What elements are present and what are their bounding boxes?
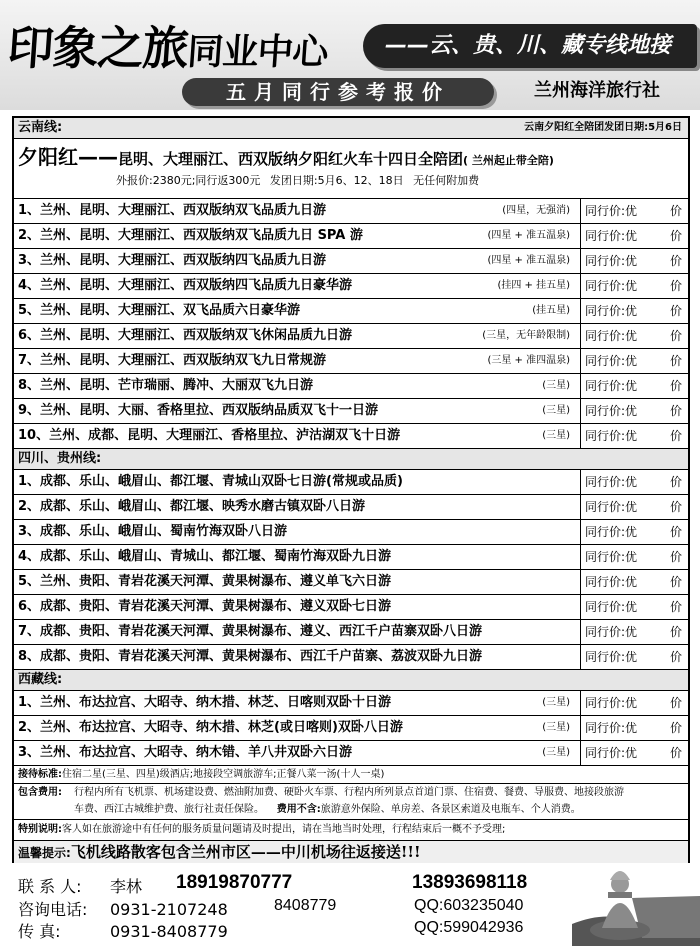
price-label: 同行价:优: [585, 429, 638, 443]
tour-name: 8、成都、贵阳、青岩花溪天河潭、黄果树瀑布、西江千户苗寨、荔波双卧九日游: [18, 649, 483, 664]
sichuan-tour-row: [14, 520, 688, 545]
price-suffix: 价: [669, 329, 682, 343]
specialty-banner: ——云、贵、川、藏专线地接: [363, 24, 697, 68]
exclude-label: 费用不含:: [276, 804, 321, 815]
price-suffix: 价: [669, 254, 682, 268]
exclude-text: 旅游意外保险、单房差、各景区索道及电瓶车、个人消费。: [320, 804, 581, 815]
price-suffix: 价: [669, 475, 682, 489]
hotel-grade: (三星 + 准四温泉): [487, 355, 570, 366]
feature-tour: [14, 139, 688, 199]
mobile-1: 18919870777: [176, 872, 293, 893]
yunnan-tour-row: [14, 224, 688, 249]
fax-label: 传 真:: [18, 922, 61, 941]
yunnan-tour-row: [14, 299, 688, 324]
price-label: 同行价:优: [585, 354, 638, 368]
yunnan-tour-row: [14, 399, 688, 424]
agency-name: 兰州海洋旅行社: [534, 80, 660, 101]
price-label: 同行价:优: [585, 204, 638, 218]
sichuan-tour-row: [14, 620, 688, 645]
yunnan-tour-row: [14, 349, 688, 374]
hotel-grade: (三星): [542, 697, 570, 708]
tibet-tour-row: [14, 741, 688, 766]
tour-name: 2、兰州、昆明、大理丽江、西双版纳双飞品质九日 SPA 游: [18, 228, 363, 243]
price-label: 同行价:优: [585, 404, 638, 418]
contact-person-line: [18, 874, 142, 897]
phone-label: 咨询电话:: [18, 900, 88, 919]
section-title: 云南线:: [18, 120, 63, 135]
tip-text: 飞机线路散客包含兰州市区——中川机场往返接送!!!: [70, 843, 421, 861]
person-label: 联 系 人:: [18, 877, 82, 896]
price-suffix: 价: [669, 650, 682, 664]
price-cell: [580, 299, 688, 323]
feature-extra: 无任何附加费: [413, 174, 480, 187]
hotel-grade: (四星 + 准五温泉): [487, 230, 570, 241]
tour-name: 10、兰州、成都、昆明、大理丽江、香格里拉、泸沽湖双飞十日游: [18, 428, 401, 443]
include-text-2: 车费、西江古城维护费、旅行社责任保险。: [74, 804, 264, 815]
feature-dates: 发团日期:5月6、12、18日: [269, 174, 404, 187]
tour-name: 6、兰州、昆明、大理丽江、西双版纳双飞休闲品质九日游: [18, 328, 353, 343]
section-yunnan: [14, 118, 688, 139]
sichuan-tour-row: [14, 495, 688, 520]
feature-name: 夕阳红——: [18, 145, 118, 169]
hotel-grade: (三星): [542, 722, 570, 733]
yunnan-tour-row: [14, 199, 688, 224]
price-cell: [580, 570, 688, 594]
price-suffix: 价: [669, 304, 682, 318]
price-suffix: 价: [669, 575, 682, 589]
tour-name: 5、兰州、昆明、大理丽江、双飞品质六日豪华游: [18, 303, 301, 318]
price-cell: [580, 424, 688, 448]
price-label: 同行价:优: [585, 525, 638, 539]
price-suffix: 价: [669, 525, 682, 539]
price-label: 同行价:优: [585, 500, 638, 514]
tour-name: 1、兰州、布达拉宫、大昭寺、纳木措、林芝、日喀则双卧十日游: [18, 695, 392, 710]
tip-label: 温馨提示:: [18, 846, 71, 860]
hotel-grade: (三星，无年龄限制): [482, 330, 570, 341]
hotel-grade: (四星 + 准五温泉): [487, 255, 570, 266]
price-label: 同行价:优: [585, 475, 638, 489]
brand-main: 印象之旅: [5, 21, 190, 75]
person-name: 李林: [110, 877, 143, 896]
hotel-grade: (三星): [542, 380, 570, 391]
price-suffix: 价: [669, 404, 682, 418]
price-table: [12, 116, 690, 863]
price-suffix: 价: [669, 721, 682, 735]
hotel-grade: (挂四 + 挂五星): [497, 280, 570, 291]
sichuan-tour-row: [14, 595, 688, 620]
price-label: 同行价:优: [585, 625, 638, 639]
qq-1-line: [414, 897, 523, 915]
phone-line: [18, 897, 228, 920]
phone-2: 8408779: [274, 897, 337, 914]
qq-label: QQ:: [414, 919, 444, 936]
price-title: 五月同行参考报价: [182, 78, 494, 106]
qq-2: 599042936: [443, 919, 524, 936]
price-label: 同行价:优: [585, 650, 638, 664]
yunnan-rows: [14, 199, 688, 449]
price-cell: [580, 224, 688, 248]
tour-name: 3、兰州、布达拉宫、大昭寺、纳木错、羊八井双卧六日游: [18, 745, 353, 760]
hotel-grade: (挂五星): [532, 305, 570, 316]
price-label: 同行价:优: [585, 329, 638, 343]
feature-note: ( 兰州起止带全陪): [463, 154, 554, 167]
special-label: 特别说明:: [18, 824, 62, 835]
tibet-rows: [14, 691, 688, 766]
section-title: 西藏线:: [18, 672, 63, 687]
price-suffix: 价: [669, 429, 682, 443]
mobile-2: 13893698118: [412, 872, 528, 893]
yunnan-tour-row: [14, 274, 688, 299]
sichuan-rows: [14, 470, 688, 670]
tour-name: 2、成都、乐山、峨眉山、都江堰、映秀水磨古镇双卧八日游: [18, 499, 366, 514]
price-suffix: 价: [669, 625, 682, 639]
price-suffix: 价: [669, 746, 682, 760]
hotel-grade: (四星，无强消): [502, 205, 570, 216]
include-text-1: 行程内所有飞机票、机场建设费、燃油附加费、硬卧火车票、行程内所列景点首道门票、住宿费、餐费、导服费、地接段旅游: [74, 787, 624, 798]
tour-name: 2、兰州、布达拉宫、大昭寺、纳木措、林芝(或日喀则)双卧八日游: [18, 720, 403, 735]
price-cell: [580, 274, 688, 298]
price-label: 同行价:优: [585, 575, 638, 589]
price-cell: [580, 399, 688, 423]
price-cell: [580, 620, 688, 644]
price-suffix: 价: [669, 600, 682, 614]
price-label: 同行价:优: [585, 696, 638, 710]
price-cell: [580, 691, 688, 715]
fee-info: [14, 784, 688, 820]
price-cell: [580, 324, 688, 348]
price-label: 同行价:优: [585, 229, 638, 243]
price-cell: [580, 545, 688, 569]
tibet-tour-row: [14, 716, 688, 741]
section-sichuan: [14, 449, 688, 470]
fax-number: 0931-8408779: [110, 922, 228, 941]
tour-name: 6、成都、贵阳、青岩花溪天河潭、黄果树瀑布、遵义双卧七日游: [18, 599, 392, 614]
hotel-grade: (三星): [542, 747, 570, 758]
hotel-grade: (三星): [542, 430, 570, 441]
include-label: 包含费用:: [18, 787, 62, 798]
fax-line: [18, 919, 228, 942]
price-cell: [580, 249, 688, 273]
tour-name: 4、成都、乐山、峨眉山、青城山、都江堰、蜀南竹海双卧九日游: [18, 549, 392, 564]
feature-route: 昆明、大理丽江、西双版纳夕阳红火车十四日全陪团: [118, 150, 464, 168]
yunnan-tour-row: [14, 249, 688, 274]
yunnan-tour-row: [14, 424, 688, 449]
price-suffix: 价: [669, 550, 682, 564]
price-label: 同行价:优: [585, 254, 638, 268]
price-label: 同行价:优: [585, 379, 638, 393]
tour-name: 1、兰州、昆明、大理丽江、西双版纳双飞品质九日游: [18, 203, 327, 218]
qq-1: 603235040: [443, 897, 524, 914]
tour-name: 7、兰州、昆明、大理丽江、西双版纳双飞九日常规游: [18, 353, 327, 368]
price-suffix: 价: [669, 229, 682, 243]
price-suffix: 价: [669, 204, 682, 218]
tour-name: 9、兰州、昆明、大丽、香格里拉、西双版纳品质双飞十一日游: [18, 403, 379, 418]
service-standard: [14, 766, 688, 784]
price-label: 同行价:优: [585, 721, 638, 735]
price-cell: [580, 520, 688, 544]
price-cell: [580, 495, 688, 519]
qq-2-line: [414, 919, 523, 937]
price-cell: [580, 716, 688, 740]
price-cell: [580, 199, 688, 223]
price-suffix: 价: [669, 696, 682, 710]
section-title: 四川、贵州线:: [18, 451, 102, 466]
sichuan-tour-row: [14, 470, 688, 495]
brand-sub: 同业中心: [186, 32, 329, 73]
departure-note: 云南夕阳红全陪团发团日期:5月6日: [524, 122, 682, 133]
special-text: 客人如在旅游途中有任何的服务质量问题请及时提出，请在当地当时处理，行程结束后一概不予受理;: [62, 824, 506, 835]
hotel-grade: (三星): [542, 405, 570, 416]
tour-name: 3、兰州、昆明、大理丽江、西双版纳四飞品质九日游: [18, 253, 327, 268]
yunnan-tour-row: [14, 374, 688, 399]
price-label: 同行价:优: [585, 600, 638, 614]
tibet-tour-row: [14, 691, 688, 716]
price-label: 同行价:优: [585, 746, 638, 760]
tour-name: 7、成都、贵阳、青岩花溪天河潭、黄果树瀑布、遵义、西江千户苗寨双卧八日游: [18, 624, 483, 639]
sichuan-tour-row: [14, 645, 688, 670]
sichuan-tour-row: [14, 570, 688, 595]
standard-label: 接待标准:: [18, 769, 62, 780]
price-cell: [580, 741, 688, 765]
price-cell: [580, 595, 688, 619]
tour-name: 8、兰州、昆明、芒市瑞丽、腾冲、大丽双飞九日游: [18, 378, 314, 393]
tour-name: 3、成都、乐山、峨眉山、蜀南竹海双卧八日游: [18, 524, 288, 539]
price-cell: [580, 374, 688, 398]
phone-1: 0931-2107248: [110, 900, 228, 919]
price-label: 同行价:优: [585, 550, 638, 564]
price-label: 同行价:优: [585, 304, 638, 318]
tour-name: 1、成都、乐山、峨眉山、都江堰、青城山双卧七日游(常规或品质): [18, 474, 403, 489]
tour-name: 4、兰州、昆明、大理丽江、西双版纳四飞品质九日豪华游: [18, 278, 353, 293]
price-label: 同行价:优: [585, 279, 638, 293]
price-suffix: 价: [669, 354, 682, 368]
feature-price: 外报价:2380元;同行返300元: [116, 174, 261, 187]
price-cell: [580, 470, 688, 494]
price-suffix: 价: [669, 379, 682, 393]
tour-name: 5、兰州、贵阳、青岩花溪天河潭、黄果树瀑布、遵义单飞六日游: [18, 574, 392, 589]
qq-label: QQ:: [414, 897, 444, 914]
yunnan-tour-row: [14, 324, 688, 349]
header: [0, 0, 700, 110]
standard-text: 住宿二星(三星、四星)级酒店;地接段空调旅游车;正餐八菜一汤(十人一桌): [62, 769, 385, 780]
sichuan-tour-row: [14, 545, 688, 570]
brand-title: [6, 12, 331, 78]
price-suffix: 价: [669, 500, 682, 514]
price-cell: [580, 349, 688, 373]
price-suffix: 价: [669, 279, 682, 293]
buddha-statue-icon: [572, 838, 700, 946]
price-cell: [580, 645, 688, 669]
section-tibet: [14, 670, 688, 691]
